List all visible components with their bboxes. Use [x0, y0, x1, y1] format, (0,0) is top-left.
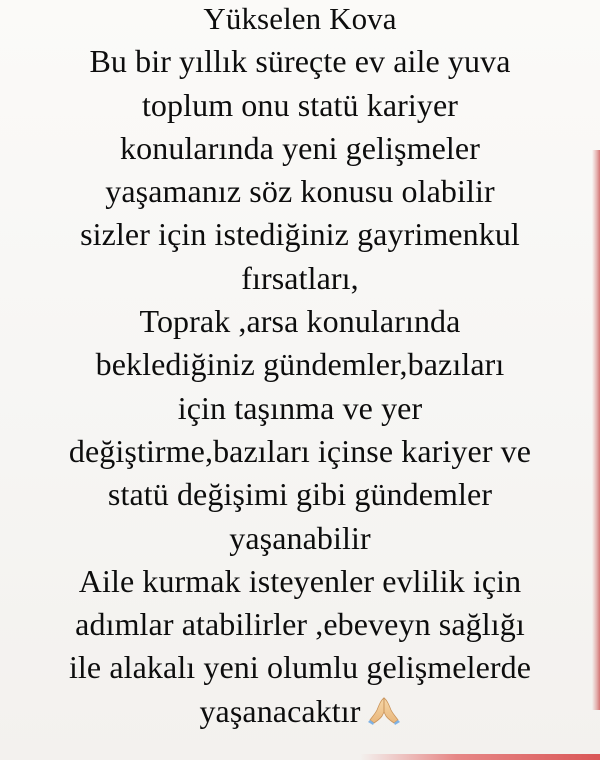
- text-line: fırsatları,: [241, 259, 359, 296]
- text-line: Aile kurmak isteyenler evlilik için: [78, 562, 522, 599]
- text-line: adımlar atabilirler ,ebeveyn sağlığı: [75, 606, 525, 643]
- folded-hands-icon: [367, 694, 401, 724]
- text-line: yaşanacaktır: [199, 692, 361, 729]
- text-line: yaşamanız söz konusu olabilir: [105, 173, 495, 210]
- text-line: Bu bir yıllık süreçte ev aile yuva: [89, 43, 511, 80]
- text-line: ile alakalı yeni olumlu gelişmelerde: [68, 649, 532, 686]
- text-line: beklediğiniz gündemler,bazıları: [95, 346, 505, 383]
- text-line: için taşınma ve yer: [177, 389, 423, 426]
- text-line: statü değişimi gibi gündemler: [107, 476, 493, 513]
- text-line: değiştirme,bazıları içinse kariyer ve: [68, 432, 532, 469]
- text-line: konularında yeni gelişmeler: [120, 129, 480, 166]
- title: Yükselen Kova: [203, 1, 397, 36]
- text-line: sizler için istediğiniz gayrimenkul: [80, 216, 520, 253]
- last-line: [0, 690, 600, 733]
- text-line: Toprak ,arsa konularında: [139, 303, 461, 340]
- text-line: yaşanabilir: [229, 519, 371, 556]
- text-line: toplum onu statü kariyer: [141, 86, 459, 123]
- edge-tint-bottom: [360, 754, 600, 760]
